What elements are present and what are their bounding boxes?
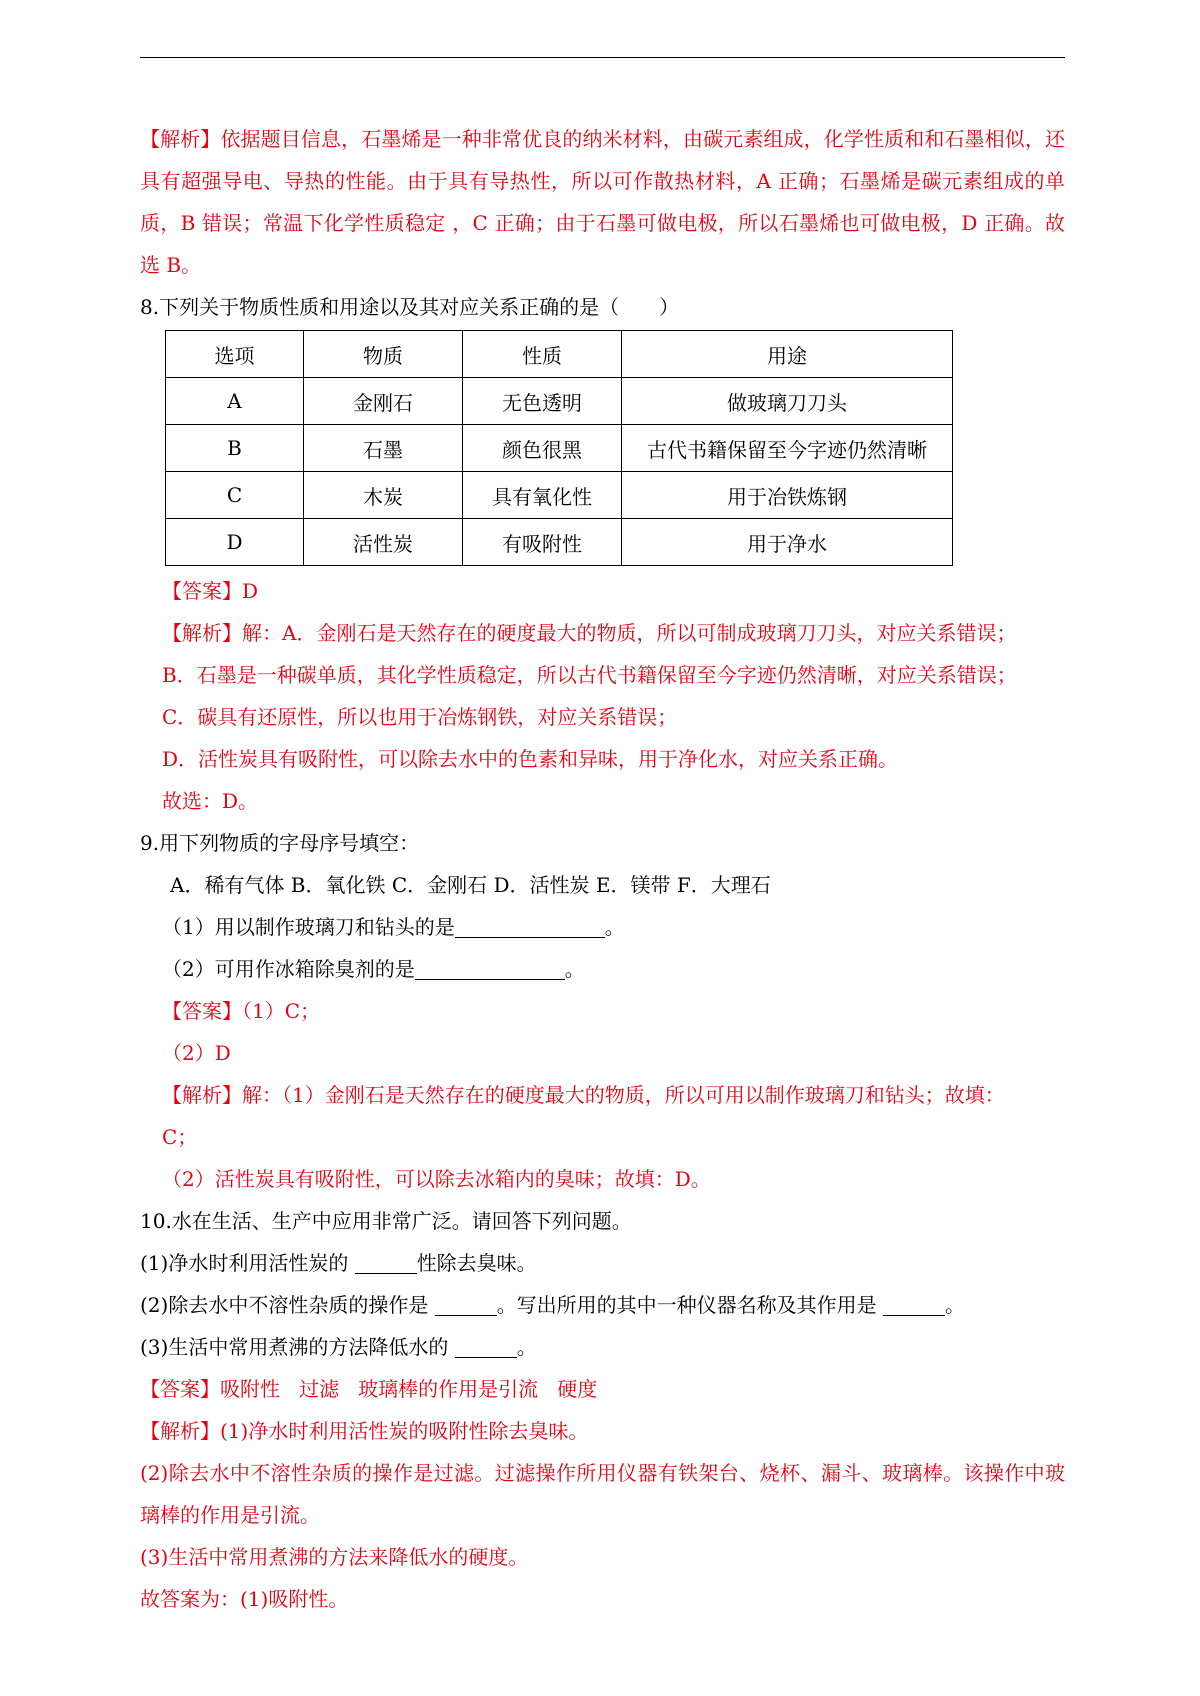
q10-analysis-line: (3)生活中常用煮沸的方法来降低水的硬度。 <box>140 1545 529 1569</box>
answer-blank[interactable] <box>355 1253 417 1274</box>
table-row <box>166 472 953 519</box>
table-row <box>166 378 953 425</box>
answer-blank[interactable] <box>415 959 565 980</box>
table-header-cell: 物质 <box>304 331 463 378</box>
q8-question: 8.下列关于物质性质和用途以及其对应关系正确的是（ ） <box>140 295 680 319</box>
q10-analysis-line: (2)除去水中不溶性杂质的操作是过滤。过滤操作所用仪器有铁架台、烧杯、漏斗、玻璃棒。该操作中玻璃棒的作用是引流。 <box>140 1461 1065 1527</box>
table-header-cell: 选项 <box>166 331 304 378</box>
q9-sub1 <box>140 906 1065 948</box>
q10-sub3 <box>140 1326 1065 1368</box>
q8-analysis-line: B．石墨是一种碳单质，其化学性质稳定，所以古代书籍保留至今字迹仍然清晰，对应关系错误； <box>162 663 1017 687</box>
q10-sub1-text: (1)净水时利用活性炭的 <box>140 1251 355 1275</box>
q10-sub2 <box>140 1284 1065 1326</box>
table-cell: 用于净水 <box>622 519 953 566</box>
table-cell: 金刚石 <box>304 378 463 425</box>
document-body <box>140 118 1065 1620</box>
q9-sub1-text: （1）用以制作玻璃刀和钻头的是 <box>162 915 455 939</box>
q9-question: 9.用下列物质的字母序号填空： <box>140 831 420 855</box>
header-rule <box>140 57 1065 58</box>
table-cell: B <box>166 425 304 472</box>
q10-analysis-line: 故答案为：(1)吸附性。 <box>140 1587 349 1611</box>
q9-answer-line: 【答案】（1）C； <box>162 999 321 1023</box>
q8-answer: 【答案】D <box>162 579 259 603</box>
q8-analysis-line: C．碳具有还原性，所以也用于冶炼钢铁，对应关系错误； <box>162 705 678 729</box>
table-cell: 用于冶铁炼钢 <box>622 472 953 519</box>
table-cell: 古代书籍保留至今字迹仍然清晰 <box>622 425 953 472</box>
q10-question: 10.水在生活、生产中应用非常广泛。请回答下列问题。 <box>140 1209 632 1233</box>
q10-sub1 <box>140 1242 1065 1284</box>
table-cell: 具有氧化性 <box>463 472 622 519</box>
q7-analysis: 【解析】依据题目信息，石墨烯是一种非常优良的纳米材料，由碳元素组成，化学性质和和石墨相似，还具有超强导电、导热的性能。由于具有导热性，所以可作散热材料，A 正确；石墨烯是碳元素组成的单质，B 错误；常温下化学性质稳定 ，C 正确；由于石墨可做电极，所以石墨烯也可做电极，D 正确。故选 B。 <box>140 127 1065 277</box>
table-header-cell: 用途 <box>622 331 953 378</box>
q10-answer: 【答案】吸附性 过滤 玻璃棒的作用是引流 硬度 <box>140 1377 598 1401</box>
table-cell: C <box>166 472 304 519</box>
table-row <box>166 425 953 472</box>
q8-analysis-line: 故选：D。 <box>162 789 259 813</box>
answer-blank[interactable] <box>883 1295 945 1316</box>
q9-sub2 <box>140 948 1065 990</box>
q9-sub2-end: 。 <box>564 957 585 981</box>
table-row <box>166 519 953 566</box>
table-cell: 石墨 <box>304 425 463 472</box>
q9-answer-line: （2）D <box>162 1041 231 1065</box>
q10-sub2-mid: 。写出所用的其中一种仪器名称及其作用是 <box>496 1293 884 1317</box>
q10-sub1-end: 性除去臭味。 <box>416 1251 537 1275</box>
q9-sub2-text: （2）可用作冰箱除臭剂的是 <box>162 957 415 981</box>
table-header-row <box>166 331 953 378</box>
answer-blank[interactable] <box>455 1337 517 1358</box>
q9-analysis-line: 【解析】解：（1）金刚石是天然存在的硬度最大的物质，所以可用以制作玻璃刀和钻头；故填： <box>162 1083 1005 1107</box>
table-cell: 颜色很黑 <box>463 425 622 472</box>
table-header-cell: 性质 <box>463 331 622 378</box>
q9-sub1-end: 。 <box>604 915 625 939</box>
table-cell: A <box>166 378 304 425</box>
q9-options: A．稀有气体 B．氧化铁 C．金刚石 D．活性炭 E．镁带 F．大理石 <box>170 873 771 897</box>
answer-blank[interactable] <box>455 917 605 938</box>
q10-sub3-text: (3)生活中常用煮沸的方法降低水的 <box>140 1335 455 1359</box>
q9-analysis-line: C； <box>162 1125 198 1149</box>
q8-analysis-line: 【解析】解：A．金刚石是天然存在的硬度最大的物质，所以可制成玻璃刀刀头，对应关系错误； <box>162 621 1017 645</box>
q8-table <box>165 330 953 566</box>
q8-analysis-line: D．活性炭具有吸附性，可以除去水中的色素和异味，用于净化水，对应关系正确。 <box>162 747 899 771</box>
q10-sub3-end: 。 <box>516 1335 537 1359</box>
table-cell: 无色透明 <box>463 378 622 425</box>
answer-blank[interactable] <box>435 1295 497 1316</box>
q10-analysis-line: 【解析】(1)净水时利用活性炭的吸附性除去臭味。 <box>140 1419 589 1443</box>
q9-analysis-line: （2）活性炭具有吸附性，可以除去冰箱内的臭味；故填：D。 <box>162 1167 711 1191</box>
table-cell: 活性炭 <box>304 519 463 566</box>
q10-sub2-end: 。 <box>945 1293 966 1317</box>
table-cell: 做玻璃刀刀头 <box>622 378 953 425</box>
table-cell: D <box>166 519 304 566</box>
table-cell: 木炭 <box>304 472 463 519</box>
q10-sub2-text: (2)除去水中不溶性杂质的操作是 <box>140 1293 435 1317</box>
table-cell: 有吸附性 <box>463 519 622 566</box>
